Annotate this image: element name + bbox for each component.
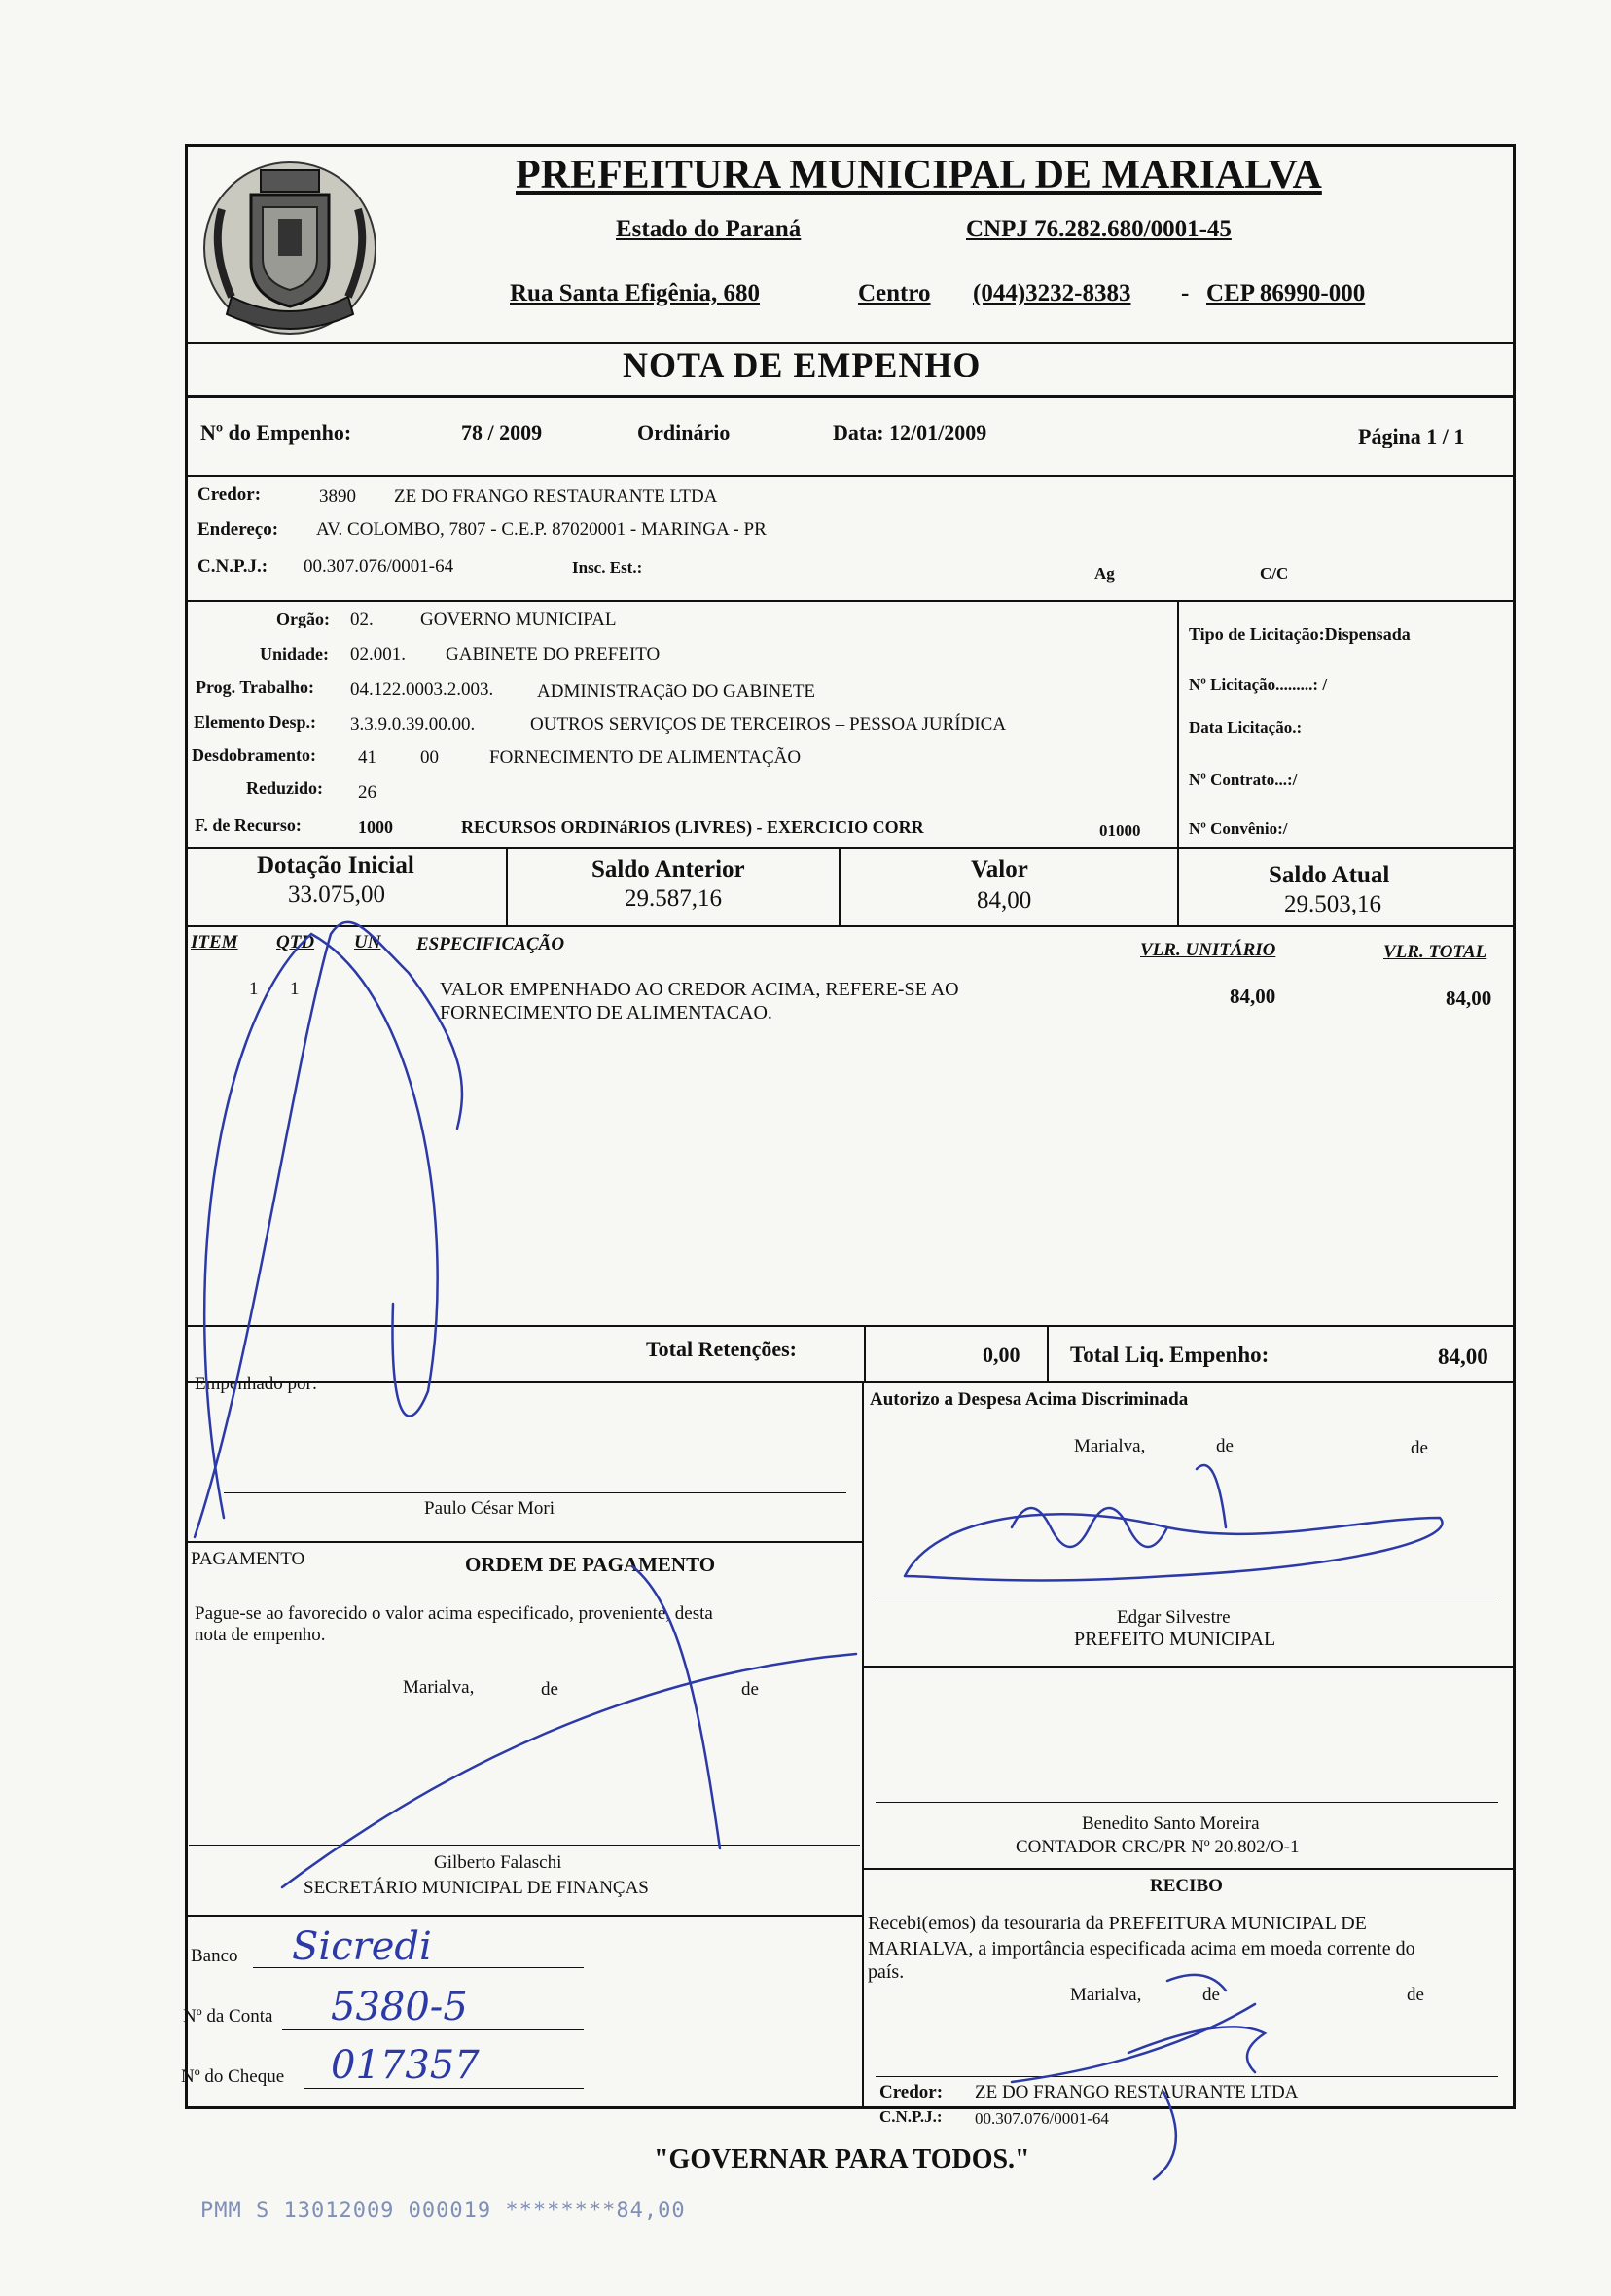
unidade-code: 02.001. bbox=[350, 644, 406, 664]
elemento-label: Elemento Desp.: bbox=[194, 712, 316, 732]
total-liq-value: 84,00 bbox=[1438, 1345, 1488, 1369]
dotacao-inicial-value: 33.075,00 bbox=[288, 881, 385, 908]
licitacao-tipo: Tipo de Licitação:Dispensada bbox=[1189, 625, 1411, 644]
recurso-label: F. de Recurso: bbox=[195, 815, 302, 835]
recurso-code-2: 01000 bbox=[1099, 821, 1141, 840]
header-street: Rua Santa Efigênia, 680 bbox=[510, 280, 760, 306]
pagamento-de-1: de bbox=[541, 1679, 558, 1700]
autorizo-label: Autorizo a Despesa Acima Discriminada bbox=[870, 1389, 1189, 1410]
valor-value: 84,00 bbox=[977, 887, 1032, 914]
orgao-name: GOVERNO MUNICIPAL bbox=[420, 609, 617, 629]
empenhado-por-label: Empenhado por: bbox=[195, 1374, 318, 1394]
credor-code: 3890 bbox=[319, 486, 356, 507]
contador-name: Benedito Santo Moreira bbox=[1082, 1813, 1260, 1834]
header-cnpj: CNPJ 76.282.680/0001-45 bbox=[966, 216, 1232, 242]
total-retencoes-value: 0,00 bbox=[983, 1343, 1020, 1367]
recibo-cnpj-label: C.N.P.J.: bbox=[879, 2107, 943, 2126]
recibo-city: Marialva, bbox=[1070, 1985, 1142, 2005]
licitacao-numero: Nº Licitação.........: / bbox=[1189, 675, 1328, 694]
cc-label: C/C bbox=[1260, 564, 1289, 583]
row-total-value: 84,00 bbox=[1446, 987, 1492, 1010]
recurso-name: RECURSOS ORDINáRIOS (LIVRES) - EXERCICIO CORR bbox=[461, 817, 924, 837]
cheque-label: Nº do Cheque bbox=[181, 2066, 285, 2087]
unidade-name: GABINETE DO PREFEITO bbox=[446, 644, 661, 664]
cnpj-label: C.N.P.J.: bbox=[197, 556, 268, 577]
state-name: Estado do Paraná bbox=[616, 216, 802, 242]
pagamento-city: Marialva, bbox=[403, 1677, 475, 1698]
total-retencoes-label: Total Retenções: bbox=[646, 1337, 797, 1361]
pagamento-label: PAGAMENTO bbox=[191, 1549, 305, 1569]
cash-register-stamp: PMM S 13012009 000019 ********84,00 bbox=[200, 2199, 686, 2223]
page-number: Página 1 / 1 bbox=[1358, 424, 1465, 448]
credor-name: ZE DO FRANGO RESTAURANTE LTDA bbox=[394, 486, 718, 507]
recibo-credor-name: ZE DO FRANGO RESTAURANTE LTDA bbox=[975, 2082, 1299, 2102]
cheque-handwritten: 017357 bbox=[331, 2043, 480, 2088]
slogan: "GOVERNAR PARA TODOS." bbox=[654, 2144, 1030, 2174]
header-phone: (044)3232-8383 bbox=[973, 280, 1131, 306]
recibo-title: RECIBO bbox=[1150, 1876, 1223, 1896]
recibo-cnpj-value: 00.307.076/0001-64 bbox=[975, 2109, 1109, 2128]
secretario-name: Gilberto Falaschi bbox=[434, 1852, 562, 1873]
orgao-code: 02. bbox=[350, 609, 374, 629]
pagamento-text-line-1: Pague-se ao favorecido o valor acima especificado, proveniente, desta bbox=[195, 1603, 713, 1624]
reduzido-label: Reduzido: bbox=[246, 778, 324, 798]
empenhado-por-name: Paulo César Mori bbox=[424, 1498, 555, 1519]
recibo-line-2: MARIALVA, a importância especificada acima em moeda corrente do bbox=[868, 1938, 1415, 1959]
saldo-anterior-value: 29.587,16 bbox=[625, 885, 722, 912]
saldo-anterior-label: Saldo Anterior bbox=[591, 856, 745, 882]
row-item: 1 bbox=[249, 979, 259, 999]
valor-label: Valor bbox=[971, 856, 1028, 882]
prefeito-name: Edgar Silvestre bbox=[1117, 1607, 1231, 1628]
insc-est-label: Insc. Est.: bbox=[572, 558, 643, 577]
desdobramento-name: FORNECIMENTO DE ALIMENTAÇÃO bbox=[489, 747, 802, 768]
prefeito-role: PREFEITO MUNICIPAL bbox=[1074, 1629, 1276, 1650]
prog-name: ADMINISTRAÇãO DO GABINETE bbox=[537, 681, 816, 701]
empenho-number: 78 / 2009 bbox=[461, 420, 543, 445]
row-especificacao-line-2: FORNECIMENTO DE ALIMENTACAO. bbox=[440, 1002, 772, 1023]
col-unit-header: VLR. UNITÁRIO bbox=[1140, 940, 1276, 960]
autorizo-city: Marialva, bbox=[1074, 1436, 1146, 1456]
autorizo-de-1: de bbox=[1216, 1436, 1234, 1456]
elemento-name: OUTROS SERVIÇOS DE TERCEIROS – PESSOA JURÍDICA bbox=[530, 714, 1007, 735]
orgao-label: Orgão: bbox=[276, 609, 330, 628]
credor-label: Credor: bbox=[197, 484, 262, 505]
unidade-label: Unidade: bbox=[260, 644, 330, 664]
col-un-header: UN bbox=[354, 932, 381, 952]
contrato-numero: Nº Contrato...:/ bbox=[1189, 771, 1298, 789]
header-district: Centro bbox=[858, 280, 931, 306]
address-label: Endereço: bbox=[197, 520, 279, 540]
saldo-atual-label: Saldo Atual bbox=[1269, 862, 1390, 888]
col-total-header: VLR. TOTAL bbox=[1383, 942, 1487, 962]
document-title: NOTA DE EMPENHO bbox=[623, 345, 982, 384]
row-qtd: 1 bbox=[290, 979, 300, 999]
conta-handwritten: 5380-5 bbox=[331, 1985, 468, 2029]
ordem-pagamento-title: ORDEM DE PAGAMENTO bbox=[465, 1553, 716, 1576]
saldo-atual-value: 29.503,16 bbox=[1284, 891, 1381, 917]
municipality-title: PREFEITURA MUNICIPAL DE MARIALVA bbox=[516, 153, 1322, 197]
desdobramento-label: Desdobramento: bbox=[192, 745, 316, 765]
desdobramento-code-1: 41 bbox=[358, 747, 376, 768]
recibo-line-1: Recebi(emos) da tesouraria da PREFEITURA MUNICIPAL DE bbox=[868, 1913, 1367, 1934]
empenho-number-label: Nº do Empenho: bbox=[200, 420, 352, 445]
recibo-de-1: de bbox=[1202, 1985, 1220, 2005]
secretario-role: SECRETÁRIO MUNICIPAL DE FINANÇAS bbox=[304, 1878, 649, 1898]
licitacao-data: Data Licitação.: bbox=[1189, 718, 1303, 736]
convenio-numero: Nº Convênio:/ bbox=[1189, 819, 1288, 838]
pagamento-text-line-2: nota de empenho. bbox=[195, 1625, 326, 1645]
pagamento-de-2: de bbox=[741, 1679, 759, 1700]
row-unit-value: 84,00 bbox=[1230, 985, 1276, 1008]
credor-cnpj: 00.307.076/0001-64 bbox=[304, 556, 454, 577]
empenho-date: Data: 12/01/2009 bbox=[833, 420, 987, 445]
banco-label: Banco bbox=[191, 1946, 238, 1966]
ag-label: Ag bbox=[1094, 564, 1115, 583]
total-liq-label: Total Liq. Empenho: bbox=[1070, 1343, 1270, 1367]
header-cep: CEP 86990-000 bbox=[1206, 280, 1366, 306]
desdobramento-code-2: 00 bbox=[420, 747, 439, 768]
banco-handwritten: Sicredi bbox=[292, 1924, 432, 1969]
header-separator: - bbox=[1181, 280, 1190, 306]
recibo-de-2: de bbox=[1407, 1985, 1424, 2005]
coat-of-arms-logo bbox=[193, 151, 387, 341]
conta-label: Nº da Conta bbox=[183, 2006, 273, 2027]
autorizo-de-2: de bbox=[1411, 1438, 1428, 1458]
col-qtd-header: QTD bbox=[276, 932, 315, 952]
row-especificacao-line-1: VALOR EMPENHADO AO CREDOR ACIMA, REFERE-SE AO bbox=[440, 979, 959, 1000]
recibo-line-3: país. bbox=[868, 1961, 905, 1983]
prog-code: 04.122.0003.2.003. bbox=[350, 679, 494, 700]
recurso-code: 1000 bbox=[358, 817, 393, 837]
dotacao-inicial-label: Dotação Inicial bbox=[257, 852, 414, 879]
elemento-code: 3.3.9.0.39.00.00. bbox=[350, 714, 476, 735]
prog-label: Prog. Trabalho: bbox=[196, 677, 315, 697]
reduzido-value: 26 bbox=[358, 782, 376, 803]
contador-role: CONTADOR CRC/PR Nº 20.802/O-1 bbox=[1016, 1837, 1300, 1857]
empenho-type: Ordinário bbox=[637, 420, 731, 445]
col-item-header: ITEM bbox=[191, 932, 238, 952]
credor-address: AV. COLOMBO, 7807 - C.E.P. 87020001 - MARINGA - PR bbox=[316, 520, 767, 540]
col-especificacao-header: ESPECIFICAÇÃO bbox=[416, 934, 565, 954]
recibo-credor-label: Credor: bbox=[879, 2082, 944, 2102]
